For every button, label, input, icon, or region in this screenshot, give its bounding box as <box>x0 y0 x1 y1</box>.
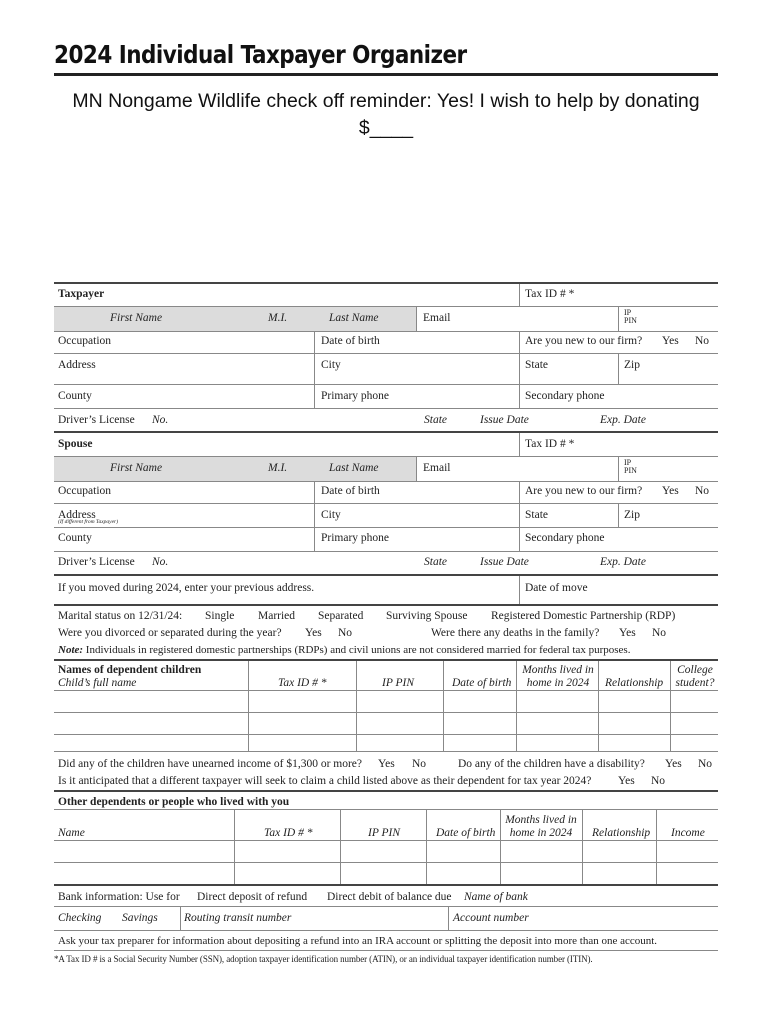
title-rule <box>54 73 718 76</box>
marital-status-label: Marital status on 12/31/24: <box>58 610 183 622</box>
wildlife-reminder <box>54 88 718 142</box>
spouse-last-name-field[interactable]: Last Name <box>329 462 379 474</box>
divider <box>598 661 599 751</box>
other-dependent-row[interactable] <box>54 862 718 863</box>
divider <box>54 551 718 552</box>
divorced-no-option[interactable]: No <box>338 627 353 639</box>
divider <box>618 457 619 481</box>
spouse-city-field[interactable]: City <box>321 509 341 521</box>
other-col-relationship: Relationship <box>592 827 651 839</box>
divider <box>54 751 718 752</box>
section-rule <box>54 282 718 284</box>
claim-child-question: Is it anticipated that a different taxpayer will seek to claim a child listed above as their dependent for tax year 2024? <box>58 775 592 787</box>
claim-no-option[interactable]: No <box>651 775 666 787</box>
spouse-county-field[interactable]: County <box>58 532 92 544</box>
tax-id-footnote: *A Tax ID # is a Social Security Number (SSN), adoption taxpayer identification number (ATIN), or an individual taxpayer identification number (ITIN). <box>54 954 593 964</box>
reminder-line-2: $____ <box>358 117 414 139</box>
spouse-dl-label: Driver’s License <box>58 556 135 568</box>
taxpayer-zip-field[interactable]: Zip <box>624 359 640 371</box>
divider <box>54 930 718 931</box>
divider <box>54 527 718 528</box>
divorced-yes-option[interactable]: Yes <box>305 627 322 639</box>
section-rule <box>54 604 718 606</box>
spouse-address-field[interactable]: Address <box>58 509 96 521</box>
direct-debit-option[interactable]: Direct debit of balance due <box>327 891 452 903</box>
divider <box>356 661 357 751</box>
spouse-occupation-field[interactable]: Occupation <box>58 485 112 497</box>
rdp-note <box>58 643 630 657</box>
section-rule <box>54 431 718 433</box>
taxpayer-new-no-option[interactable]: No <box>695 335 710 347</box>
spouse-first-name-field[interactable]: First Name <box>110 462 163 474</box>
spouse-ip-pin-field[interactable]: IP PIN <box>624 458 637 475</box>
taxpayer-address-field[interactable]: Address <box>58 359 96 371</box>
divider <box>618 307 619 331</box>
divider <box>248 661 249 751</box>
divorced-question: Were you divorced or separated during the year? <box>58 627 282 639</box>
dependent-row[interactable] <box>54 712 718 713</box>
spouse-email-field[interactable]: Email <box>423 462 451 474</box>
divider <box>54 331 718 332</box>
spouse-secondary-phone-field[interactable]: Secondary phone <box>525 532 605 544</box>
dependents-col-college-1: College <box>677 664 713 676</box>
spouse-new-no-option[interactable]: No <box>695 485 710 497</box>
marital-married-option[interactable]: Married <box>258 610 296 622</box>
other-col-months-1: Months lived in <box>505 814 577 826</box>
dependents-col-months-2: home in 2024 <box>526 677 590 689</box>
spouse-tax-id-field[interactable]: Tax ID # * <box>525 438 575 450</box>
savings-option[interactable]: Savings <box>122 912 158 924</box>
divider <box>516 661 517 751</box>
other-col-name: Name <box>58 827 85 839</box>
other-col-dob: Date of birth <box>436 827 496 839</box>
note-label: Note: <box>58 644 84 656</box>
taxpayer-dl-label: Driver’s License <box>58 414 135 426</box>
divider <box>314 332 315 409</box>
taxpayer-county-field[interactable]: County <box>58 390 92 402</box>
divider <box>54 906 718 907</box>
disability-question: Do any of the children have a disability? <box>458 758 645 770</box>
divider <box>500 810 501 884</box>
dependents-col-college-2: student? <box>675 677 715 689</box>
page-title: 2024 Individual Taxpayer Organizer <box>54 40 467 69</box>
taxpayer-new-yes-option[interactable]: Yes <box>662 335 679 347</box>
taxpayer-last-name-field[interactable]: Last Name <box>329 312 379 324</box>
taxpayer-dl-exp-date-field[interactable]: Exp. Date <box>600 414 646 426</box>
unearned-no-option[interactable]: No <box>412 758 427 770</box>
other-col-tax-id: Tax ID # * <box>264 827 313 839</box>
taxpayer-primary-phone-field[interactable]: Primary phone <box>321 390 390 402</box>
ira-note: Ask your tax preparer for information about depositing a refund into an IRA account or splitting the deposit into more than one account. <box>58 935 658 947</box>
divider <box>234 810 235 884</box>
previous-address-field[interactable]: If you moved during 2024, enter your previous address. <box>58 582 315 594</box>
dependents-col-ip-pin: IP PIN <box>382 677 415 689</box>
claim-yes-option[interactable]: Yes <box>618 775 635 787</box>
account-number-field[interactable]: Account number <box>453 912 529 924</box>
spouse-new-yes-option[interactable]: Yes <box>662 485 679 497</box>
spouse-mi-field[interactable]: M.I. <box>268 462 288 474</box>
section-rule <box>54 790 718 792</box>
taxpayer-state-field[interactable]: State <box>525 359 548 371</box>
dependent-row[interactable] <box>54 734 718 735</box>
other-col-income: Income <box>671 827 705 839</box>
marital-separated-option[interactable]: Separated <box>318 610 364 622</box>
divider <box>519 332 520 409</box>
direct-deposit-option[interactable]: Direct deposit of refund <box>197 891 308 903</box>
bank-info-label: Bank information: Use for <box>58 891 180 903</box>
taxpayer-dl-no-field[interactable]: No. <box>152 414 169 426</box>
dependents-heading: Names of dependent children <box>58 664 202 676</box>
divider <box>54 809 718 810</box>
divider <box>54 690 718 691</box>
divider <box>618 354 619 384</box>
divider <box>180 907 181 930</box>
dependents-col-relationship: Relationship <box>605 677 664 689</box>
divider <box>340 810 341 884</box>
deaths-question: Were there any deaths in the family? <box>431 627 600 639</box>
divider <box>54 408 718 409</box>
divider <box>54 481 718 482</box>
divider <box>519 576 520 604</box>
taxpayer-dl-state-field[interactable]: State <box>424 414 447 426</box>
divider <box>656 810 657 884</box>
spouse-dl-issue-date-field[interactable]: Issue Date <box>480 556 529 568</box>
unearned-income-question: Did any of the children have unearned income of $1,300 or more? <box>58 758 363 770</box>
spouse-heading: Spouse <box>58 438 93 450</box>
deaths-no-option[interactable]: No <box>652 627 667 639</box>
spouse-dl-no-field[interactable]: No. <box>152 556 169 568</box>
disability-yes-option[interactable]: Yes <box>665 758 682 770</box>
divider <box>314 482 315 552</box>
taxpayer-tax-id-field[interactable]: Tax ID # * <box>525 288 575 300</box>
marital-rdp-option[interactable]: Registered Domestic Partnership (RDP) <box>491 610 676 622</box>
other-col-ip-pin: IP PIN <box>368 827 401 839</box>
taxpayer-dl-issue-date-field[interactable]: Issue Date <box>480 414 529 426</box>
other-dependents-heading: Other dependents or people who lived with you <box>58 796 290 808</box>
taxpayer-city-field[interactable]: City <box>321 359 341 371</box>
divider <box>519 284 520 306</box>
note-text: Individuals in registered domestic partnerships (RDPs) and civil unions are not considered married for federal tax purposes. <box>83 644 631 656</box>
spouse-dl-state-field[interactable]: State <box>424 556 447 568</box>
spouse-primary-phone-field[interactable]: Primary phone <box>321 532 390 544</box>
routing-number-field[interactable]: Routing transit number <box>184 912 292 924</box>
section-rule <box>54 574 718 576</box>
divider <box>448 907 449 930</box>
dependents-col-dob: Date of birth <box>452 677 512 689</box>
taxpayer-ip-pin-field[interactable]: IP PIN <box>624 308 637 325</box>
taxpayer-new-to-firm-label: Are you new to our firm? <box>525 335 643 347</box>
taxpayer-secondary-phone-field[interactable]: Secondary phone <box>525 390 605 402</box>
divider <box>54 384 718 385</box>
divider <box>582 810 583 884</box>
spouse-dob-field[interactable]: Date of birth <box>321 485 380 497</box>
divider <box>54 950 718 951</box>
dependents-col-tax-id: Tax ID # * <box>278 677 327 689</box>
taxpayer-dob-field[interactable]: Date of birth <box>321 335 380 347</box>
spouse-address-note: (If different from Taxpayer) <box>58 519 119 525</box>
divider <box>670 661 671 751</box>
divider <box>618 504 619 528</box>
taxpayer-first-name-field[interactable]: First Name <box>110 312 163 324</box>
section-rule <box>54 659 718 661</box>
spouse-dl-exp-date-field[interactable]: Exp. Date <box>600 556 646 568</box>
section-rule <box>54 884 718 886</box>
marital-single-option[interactable]: Single <box>205 610 235 622</box>
dependents-col-months-1: Months lived in <box>522 664 594 676</box>
divider <box>443 661 444 751</box>
taxpayer-occupation-field[interactable]: Occupation <box>58 335 112 347</box>
divider <box>54 840 718 841</box>
spouse-new-to-firm-label: Are you new to our firm? <box>525 485 643 497</box>
taxpayer-heading: Taxpayer <box>58 288 105 300</box>
deaths-yes-option[interactable]: Yes <box>619 627 636 639</box>
other-col-months-2: home in 2024 <box>509 827 573 839</box>
divider <box>426 810 427 884</box>
divider <box>416 307 417 331</box>
spouse-zip-field[interactable]: Zip <box>624 509 640 521</box>
taxpayer-email-field[interactable]: Email <box>423 312 451 324</box>
marital-surviving-spouse-option[interactable]: Surviving Spouse <box>386 610 468 622</box>
date-of-move-field[interactable]: Date of move <box>525 582 588 594</box>
bank-name-field[interactable]: Name of bank <box>464 891 528 903</box>
reminder-line-1: MN Nongame Wildlife check off reminder: Yes! I wish to help by donating <box>72 90 700 112</box>
unearned-yes-option[interactable]: Yes <box>378 758 395 770</box>
dependents-col-child-name: Child’s full name <box>58 677 137 689</box>
taxpayer-mi-field[interactable]: M.I. <box>268 312 288 324</box>
divider <box>519 482 520 552</box>
spouse-state-field[interactable]: State <box>525 509 548 521</box>
checking-option[interactable]: Checking <box>58 912 102 924</box>
divider <box>416 457 417 481</box>
disability-no-option[interactable]: No <box>698 758 713 770</box>
divider <box>519 433 520 456</box>
